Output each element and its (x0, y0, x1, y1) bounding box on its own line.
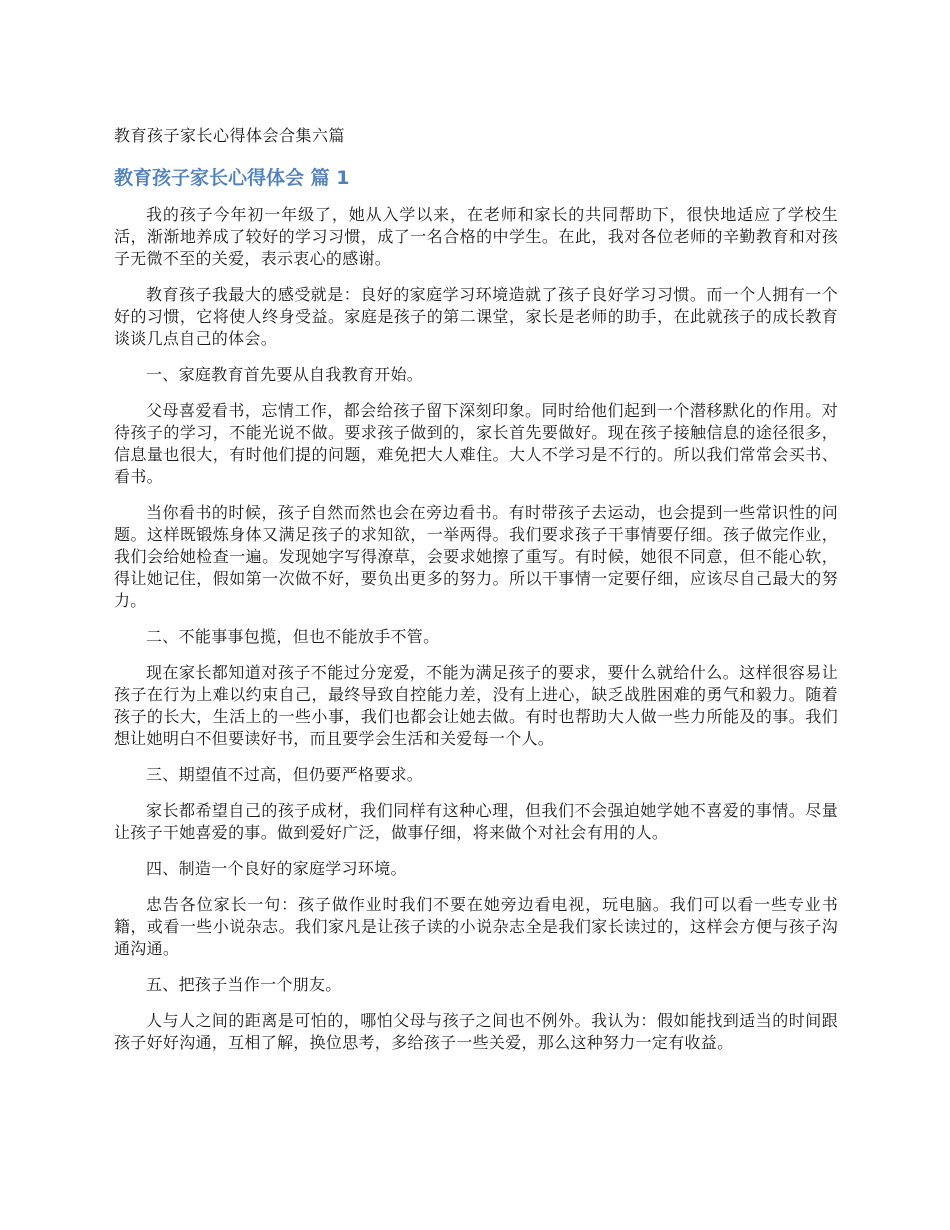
subheading-1: 一、家庭教育首先要从自我教育开始。 (146, 365, 424, 384)
subheading-4: 四、制造一个良好的家庭学习环境。 (146, 859, 407, 878)
paragraph-2: 教育孩子我最大的感受就是：良好的家庭学习环境造就了孩子良好学习习惯。而一个人拥有一个好的习惯，它将使人终身受益。家庭是孩子的第二课堂，家长是老师的助手，在此就孩子的成长教育谈谈几点自己的体会。 (114, 285, 838, 348)
document-title: 教育孩子家长心得体会合集六篇 (114, 126, 346, 145)
paragraph-7: 忠告各位家长一句：孩子做作业时我们不要在她旁边看电视，玩电脑。我们可以看一些专业书籍，或看一些小说杂志。我们家凡是让孩子读的小说杂志全是我们家长读过的，这样会方便与孩子沟通沟通。 (114, 895, 838, 958)
paragraph-4: 当你看书的时候，孩子自然而然也会在旁边看书。有时带孩子去运动，也会提到一些常识性的问题。这样既锻炼身体又满足孩子的求知欲，一举两得。我们要求孩子干事情要仔细。孩子做完作业，我们会给她检查一遍。发现她字写得潦草，会要求她擦了重写。有时候，她很不同意，但不能心软，得让她记住，假如第一次做不好，要负出更多的努力。所以干事情一定要仔细，应该尽自己最大的努力。 (114, 503, 838, 610)
paragraph-8: 人与人之间的距离是可怕的，哪怕父母与孩子之间也不例外。我认为：假如能找到适当的时间跟孩子好好沟通，互相了解，换位思考，多给孩子一些关爱，那么这种努力一定有收益。 (114, 1011, 838, 1052)
subheading-2: 二、不能事事包揽，但也不能放手不管。 (146, 627, 440, 646)
document-body (114, 204, 838, 1054)
paragraph-6: 家长都希望自己的孩子成材，我们同样有这种心理，但我们不会强迫她学她不喜爱的事情。尽量让孩子干她喜爱的事。做到爱好广泛，做事仔细，将来做个对社会有用的人。 (114, 801, 838, 842)
section-heading: 教育孩子家长心得体会 篇 1 (114, 167, 350, 189)
paragraph-1: 我的孩子今年初一年级了，她从入学以来，在老师和家长的共同帮助下，很快地适应了学校生活，渐渐地养成了较好的学习习惯，成了一名合格的中学生。在此，我对各位老师的辛勤教育和对孩子无微不至的关爱，表示衷心的感谢。 (114, 205, 838, 268)
paragraph-3: 父母喜爱看书，忘情工作，都会给孩子留下深刻印象。同时给他们起到一个潜移默化的作用。对待孩子的学习，不能光说不做。要求孩子做到的，家长首先要做好。现在孩子接触信息的途径很多，信息量也很大，有时他们提的问题，难免把大人难住。大人不学习是不行的。所以我们常常会买书、看书。 (114, 401, 838, 486)
paragraph-5: 现在家长都知道对孩子不能过分宠爱，不能为满足孩子的要求，要什么就给什么。这样很容易让孩子在行为上难以约束自己，最终导致自控能力差，没有上进心，缺乏战胜困难的勇气和毅力。随着孩子的长大，生活上的一些小事，我们也都会让她去做。有时也帮助大人做一些力所能及的事。我们想让她明白不但要读好书，而且要学会生活和关爱每一个人。 (114, 663, 838, 748)
subheading-3: 三、期望值不过高，但仍要严格要求。 (146, 765, 424, 784)
subheading-5: 五、把孩子当作一个朋友。 (146, 975, 342, 994)
document-page (114, 124, 838, 1068)
